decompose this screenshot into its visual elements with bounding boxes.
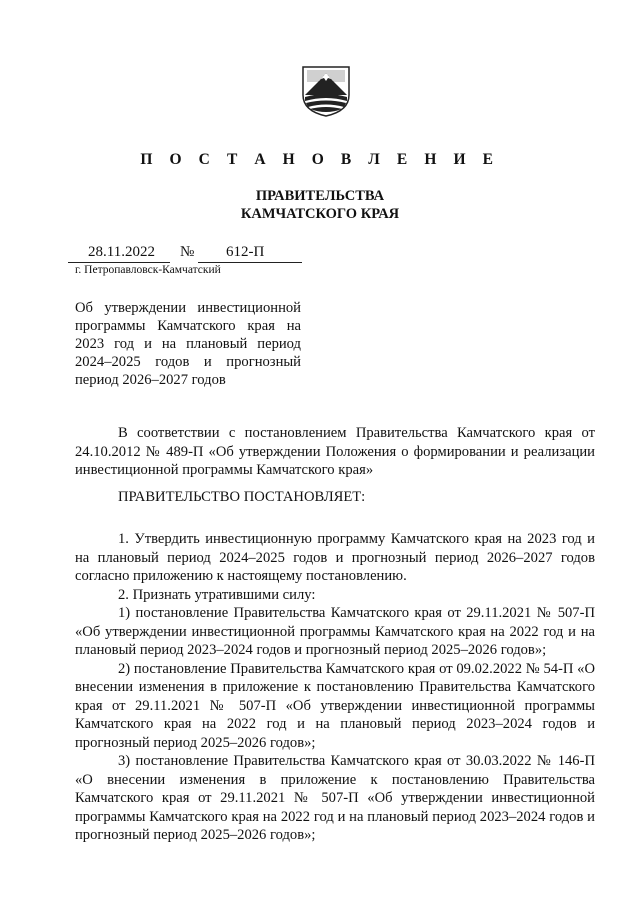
preamble-paragraph: В соответствии с постановлением Правительства Камчатского края от 24.10.2012 № 489-П «Об утверждении Положения о формировании и реализации инвестиционной программы Камчатского края» (75, 425, 595, 478)
document-date: 28.11.2022 (88, 244, 155, 260)
list-item: 2) постановление Правительства Камчатского края от 09.02.2022 № 54-П «О внесении изменения в приложение к постановлению Правительства Камчатского края от 29.11.2021 № 507-П «Об утверждении инвестиционной программы Камчатского края на 2022 год и на плановый период 2023–2024 годов и прогнозный период 2025–2026 годов»; (75, 660, 595, 751)
items-section (75, 530, 595, 845)
number-sign: № (180, 244, 195, 260)
decree-section (75, 488, 595, 507)
list-item: 1) постановление Правительства Камчатского края от 29.11.2021 № 507-П «Об утверждении инвестиционной программы Камчатского края на 2022 год и на плановый период 2023–2024 годов и прогнозный период 2025–2026 годов»; (75, 605, 595, 658)
decree-statement: ПРАВИТЕЛЬСТВО ПОСТАНОВЛЯЕТ: (118, 489, 366, 505)
list-item: 2. Признать утратившими силу: (118, 586, 316, 603)
organization-line-2: КАМЧАТСКОГО КРАЯ (240, 206, 400, 222)
preamble-section (75, 424, 595, 480)
list-item: 1. Утвердить инвестиционную программу Камчатского края на 2023 год и на плановый период 2024–2025 годов и прогнозный период 2026–2027 годов согласно приложению к настоящему постановлению. (75, 531, 595, 584)
date-underline (68, 262, 170, 263)
number-underline (198, 262, 302, 263)
kamchatka-emblem-icon (297, 65, 355, 117)
document-city: г. Петропавловск-Камчатский (75, 264, 221, 276)
document-number: 612-П (226, 244, 265, 260)
document-subject: Об утверждении инвестиционной программы Камчатского края на 2023 год и на плановый период 2024–2025 годов и прогнозный период 2026–2027 годов (75, 300, 301, 388)
organization-line-1: ПРАВИТЕЛЬСТВА (255, 188, 385, 204)
list-item: 3) постановление Правительства Камчатского края от 30.03.2022 № 146-П «О внесении изменения в приложение к постановлению Правительства Камчатского края от 29.11.2021 № 507-П «Об утверждении инвестиционной программы Камчатского края на 2022 год и на плановый период 2023–2024 годов и прогнозный период 2025–2026 годов»; (75, 753, 595, 843)
document-type-title: П О С Т А Н О В Л Е Н И Е (140, 151, 500, 168)
